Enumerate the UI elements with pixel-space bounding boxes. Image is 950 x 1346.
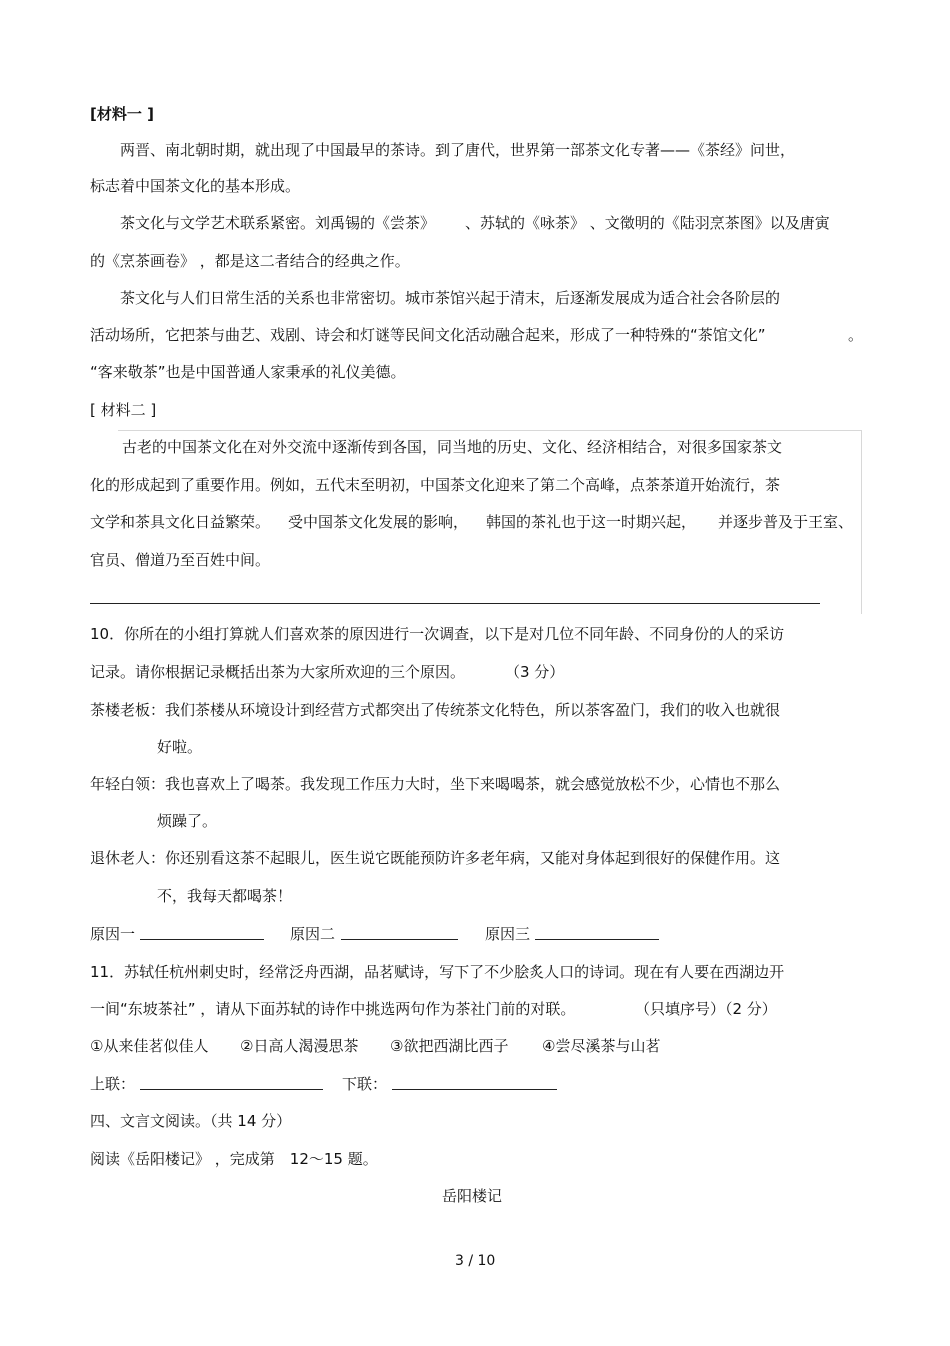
material1-p3-line3: “客来敬茶”也是中国普通人家秉承的礼仪美德。 (90, 363, 406, 381)
q10-line1: 10．你所在的小组打算就人们喜欢茶的原因进行一次调查，以下是对几位不同年龄、不同身份的人的采访 (90, 625, 785, 643)
q10-reason2-label: 原因二 (290, 925, 336, 943)
section4-instruction: 阅读《岳阳楼记》 ，完成第 12～15 题。 (90, 1150, 378, 1168)
material2-line2: 化的形成起到了重要作用。例如，五代末至明初，中国茶文化迎来了第二个高峰，点茶茶道开始流行，茶 (90, 476, 781, 494)
q10-reason2-blank[interactable] (341, 925, 458, 940)
q10-elder-line1: 退休老人：你还别看这茶不起眼儿，医生说它既能预防许多老年病，又能对身体起到很好的保健作用。这 (90, 849, 781, 867)
q10-reason3-blank[interactable] (535, 925, 659, 940)
q11-upper-label: 上联： (90, 1075, 136, 1093)
q11-option1: ①从来佳茗似佳人 (90, 1037, 209, 1055)
material1-p2-line1a: 茶文化与文学艺术联系紧密。刘禹锡的《尝茶》 (120, 214, 436, 232)
q11-lower-label: 下联： (342, 1075, 388, 1093)
q10-reason1-blank[interactable] (140, 925, 264, 940)
material2-line3b: 受中国茶文化发展的影响， (288, 513, 469, 531)
q10-line2b: （3 分） (505, 663, 565, 681)
material2-box-top-border (118, 430, 862, 431)
q10-white-line2: 烦躁了。 (157, 812, 218, 830)
page-number: 3 / 10 (455, 1253, 496, 1269)
q10-white-line1: 年轻白领：我也喜欢上了喝茶。我发现工作压力大时，坐下来喝喝茶，就会感觉放松不少，心情也不那么 (90, 775, 781, 793)
q10-elder-line2: 不，我每天都喝茶！ (157, 887, 293, 905)
q11-line2b: （只填序号）（2 分） (635, 1000, 777, 1018)
section4-heading: 四、文言文阅读。（共 14 分） (90, 1112, 292, 1130)
section4-title: 岳阳楼记 (442, 1187, 503, 1205)
material1-p3-line2b: 。 (848, 326, 864, 344)
material1-p3-line1: 茶文化与人们日常生活的关系也非常密切。城市茶馆兴起于清末，后逐渐发展成为适合社会各阶层的 (120, 289, 781, 307)
material2-box-bottom-rule (90, 603, 820, 604)
q11-upper-blank[interactable] (140, 1075, 323, 1090)
q11-line2a: 一间“东坡茶社” ，请从下面苏轼的诗作中挑选两句作为茶社门前的对联。 (90, 1000, 576, 1018)
q10-boss-line2: 好啦。 (157, 738, 203, 756)
material2-line4: 官员、僧道乃至百姓中间。 (90, 551, 271, 569)
q11-option2: ②日高人渴漫思茶 (240, 1037, 359, 1055)
material2-line1: 古老的中国茶文化在对外交流中逐渐传到各国，同当地的历史、文化、经济相结合，对很多国家茶文 (122, 438, 783, 456)
q11-option3: ③欲把西湖比西子 (390, 1037, 509, 1055)
material2-line3d: 并逐步普及于王室、 (718, 513, 854, 531)
material2-heading: [ 材料二 ] (90, 401, 157, 419)
q11-lower-blank[interactable] (392, 1075, 557, 1090)
q11-line1: 11．苏轼任杭州刺史时，经常泛舟西湖，品茗赋诗，写下了不少脍炙人口的诗词。现在有人要在西湖边开 (90, 963, 785, 981)
material1-p3-line2a: 活动场所，它把茶与曲艺、戏剧、诗会和灯谜等民间文化活动融合起来，形成了一种特殊的“茶馆文化” (90, 326, 766, 344)
material1-p2-line1b: 、苏轼的《咏茶》 、文徵明的《陆羽烹茶图》以及唐寅 (465, 214, 830, 232)
material2-line3a: 文学和茶具文化日益繁荣。 (90, 513, 271, 531)
q11-option4: ④尝尽溪茶与山茗 (542, 1037, 661, 1055)
material1-p1-line1: 两晋、南北朝时期，就出现了中国最早的茶诗。到了唐代，世界第一部茶文化专著——《茶经》问世， (120, 141, 796, 159)
material1-heading: [材料一 ] (90, 105, 154, 123)
q10-reason1-label: 原因一 (90, 925, 136, 943)
material1-p1-line2: 标志着中国茶文化的基本形成。 (90, 177, 301, 195)
q10-line2a: 记录。请你根据记录概括出茶为大家所欢迎的三个原因。 (90, 663, 466, 681)
material1-p2-line2: 的《烹茶画卷》 ，都是这二者结合的经典之作。 (90, 252, 410, 270)
material2-box-right-border (861, 430, 862, 614)
q10-reason3-label: 原因三 (485, 925, 531, 943)
material2-line3c: 韩国的茶礼也于这一时期兴起， (486, 513, 697, 531)
q10-boss-line1: 茶楼老板：我们茶楼从环境设计到经营方式都突出了传统茶文化特色，所以茶客盈门，我们的收入也就很 (90, 701, 781, 719)
